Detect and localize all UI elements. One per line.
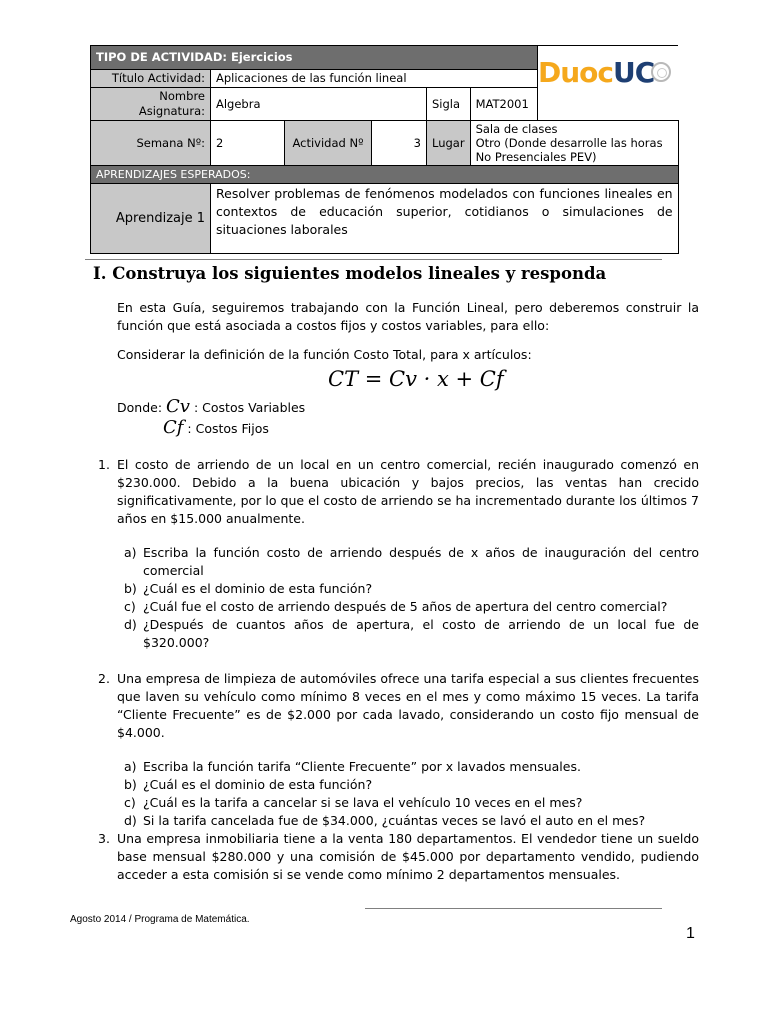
list-item: d) ¿Después de cuantos años de apertura, el costo de arriendo de un local fue de $320.000? — [124, 617, 699, 650]
activity-type: TIPO DE ACTIVIDAD: Ejercicios — [91, 46, 538, 70]
subject-label: Nombre Asignatura: — [91, 88, 211, 121]
activity-label: Actividad Nº — [285, 121, 372, 166]
duoc-uc-logo: DuocUC — [538, 56, 655, 89]
question-item: 3. Una empresa inmobiliaria tiene a la venta 180 departamentos. El vendedor tiene un sueldo base mensual $280.000 y una comisión de $45.000 por departamento vendido, pudiendo acceder a esta comisión si se vende como mínimo 2 departamentos mensuales. — [98, 831, 699, 882]
list-item: d) Si la tarifa cancelada fue de $34.000, ¿cuántas veces se lavó el auto en el mes? — [124, 813, 646, 828]
learning-text: Resolver problemas de fenómenos modelados con funciones lineales en contextos de educación superior, cotidianos o simulaciones de situaciones laborales — [211, 184, 679, 254]
question-2 — [96, 670, 699, 742]
cost-formula: CT = Cv · x + Cf — [328, 367, 504, 391]
title-value: Aplicaciones de las función lineal — [211, 70, 538, 88]
list-item: b) ¿Cuál es el dominio de esta función? — [124, 581, 373, 596]
question-1-parts — [124, 544, 699, 652]
question-1 — [96, 456, 699, 528]
question-2-parts — [124, 758, 699, 830]
question-item: 2. Una empresa de limpieza de automóviles ofrece una tarifa especial a sus clientes frecuentes que laven su vehículo como mínimo 8 veces en el mes y como máximo 15 veces. La tarifa “Cliente Frecuente” es de $2.000 por cada lavado, considerando un costo fijo mensual de $4.000. — [98, 671, 699, 740]
sigla-value: MAT2001 — [470, 88, 537, 121]
place-value: Sala de clases Otro (Donde desarrolle las horas No Presenciales PEV) — [470, 121, 678, 166]
section-title: I. Construya los siguientes modelos lineales y responda — [93, 264, 607, 283]
place-label: Lugar — [427, 121, 471, 166]
activity-value: 3 — [372, 121, 427, 166]
list-item: c) ¿Cuál fue el costo de arriendo después de 5 años de apertura del centro comercial? — [124, 599, 668, 614]
donde-cf: Cf : Costos Fijos — [163, 417, 269, 438]
learning-label: Aprendizaje 1 — [91, 184, 211, 254]
week-value: 2 — [211, 121, 285, 166]
footer-text: Agosto 2014 / Programa de Matemática. — [70, 914, 250, 925]
uc-seal-icon — [651, 62, 671, 82]
sigla-label: Sigla — [427, 88, 471, 121]
list-item: a) Escriba la función costo de arriendo después de x años de inauguración del centro comercial — [124, 545, 699, 578]
list-item: c) ¿Cuál es la tarifa a cancelar si se lava el vehículo 10 veces en el mes? — [124, 795, 583, 810]
title-label: Título Actividad: — [91, 70, 211, 88]
definition-line: Considerar la definición de la función Costo Total, para x artículos: — [117, 347, 532, 362]
footer-divider — [365, 908, 662, 909]
divider — [85, 259, 662, 260]
page-number: 1 — [686, 925, 695, 942]
week-label: Semana Nº: — [91, 121, 211, 166]
list-item: a) Escriba la función tarifa “Cliente Frecuente” por x lavados mensuales. — [124, 759, 581, 774]
subject-value: Algebra — [211, 88, 427, 121]
donde-cv: Donde: Cv : Costos Variables — [117, 396, 306, 417]
question-3 — [96, 830, 699, 884]
list-item: b) ¿Cuál es el dominio de esta función? — [124, 777, 373, 792]
learning-header: APRENDIZAJES ESPERADOS: — [91, 166, 679, 184]
question-item: 1. El costo de arriendo de un local en un centro comercial, recién inaugurado comenzó en $230.000. Debido a la buena ubicación y bajos precios, las ventas han crecido significativamente, por lo que el costo de arriendo se ha incrementado durante los últimos 7 años en $15.000 anualmente. — [98, 457, 699, 526]
intro-paragraph: En esta Guía, seguiremos trabajando con la Función Lineal, pero deberemos construir la función que está asociada a costos fijos y costos variables, para ello: — [117, 300, 699, 333]
